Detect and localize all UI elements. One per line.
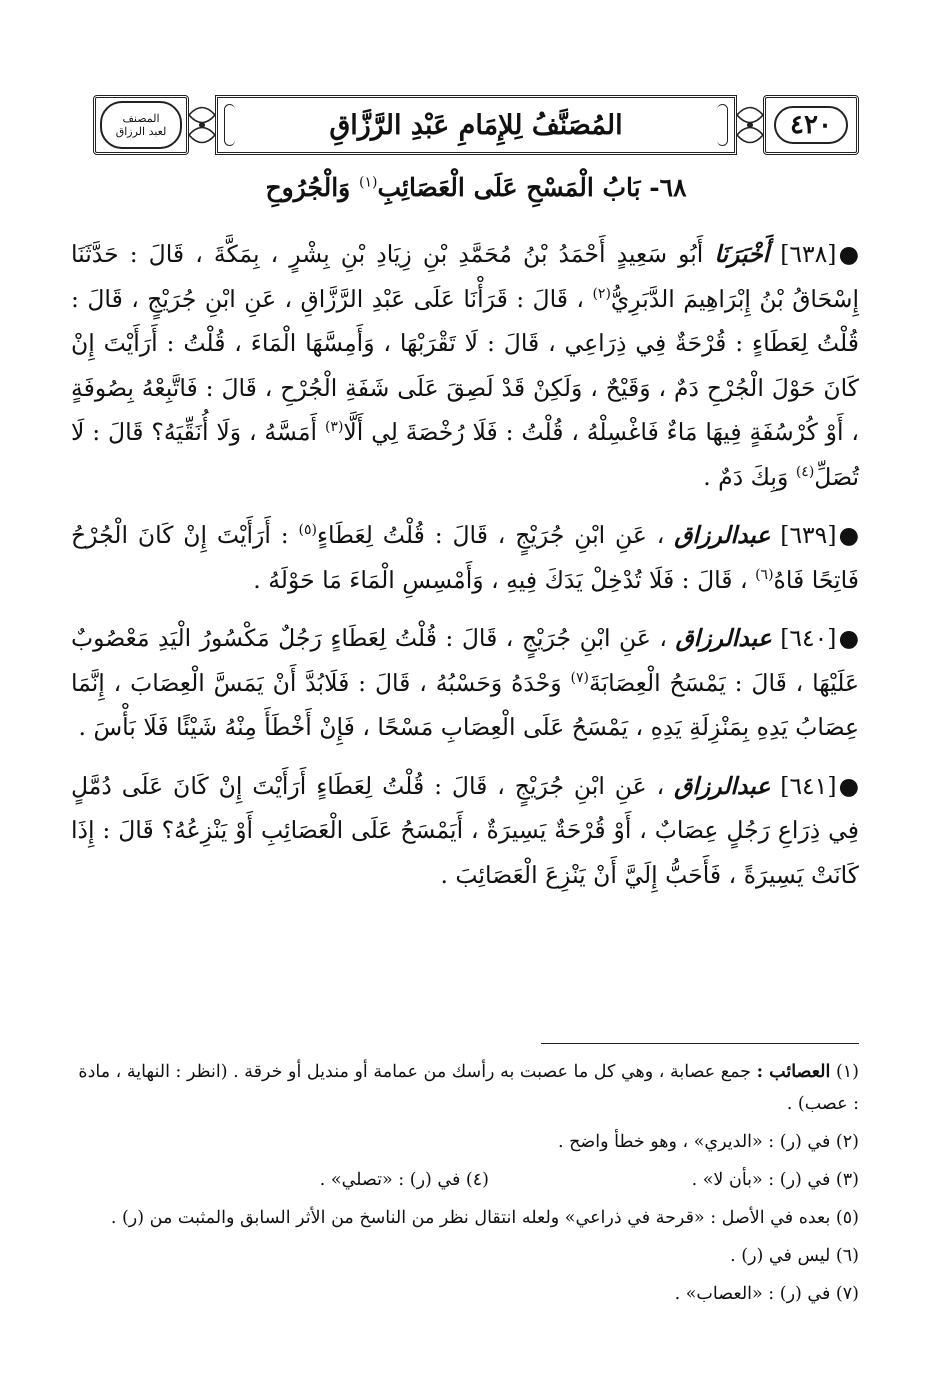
footnote-ref: (٢) (592, 285, 611, 302)
hadith-entry (71, 616, 859, 750)
footnote-ref: (٧) (570, 669, 589, 686)
hadith-text: وَحْدَهُ وَحَسْبُهُ ، قَالَ : فَلَابُدَّ أَنْ يَمَسَّ الْعِصَابَ ، إِنَّمَا عِصَابُ يَدِهِ بِمَنْزِلَةِ يَدِهِ ، يَمْسَحُ عَلَى الْعِصَابِ مَسْحًا ، فَإِنْ أَخْطَأَ مِنْهُ شَيْئًا فَلَا بَأْسَ . (71, 668, 859, 741)
seal-line-1: المصنف (122, 112, 160, 125)
footnote: (٢) في (ر) : «الديري» ، وهو خطأ واضح . (557, 1132, 859, 1152)
footnotes (71, 1056, 859, 1316)
chapter-title-tail: وَالْجُرُوحِ (265, 173, 351, 202)
main-text (71, 232, 859, 911)
hadith-source: عبدالرزاق (675, 624, 772, 652)
hadith-text: أَمَسَّهُ ، وَلَا أُنَقِّيَهُ؟ قَالَ : لَا تُصَلِّ (71, 418, 859, 491)
hadith-entry (71, 232, 859, 499)
page-header (93, 92, 859, 158)
footnote-ref: (٥) (298, 522, 317, 539)
footnote: (٣) في (ر) : «بأن لا» . (691, 1170, 859, 1190)
bullet-icon: ● (838, 240, 859, 268)
hadith-source: عبدالرزاق (674, 771, 771, 800)
header-seal (100, 101, 182, 149)
ornament-knot-icon (737, 95, 763, 155)
hadith-source: عبدالرزاق (674, 521, 771, 549)
chapter-heading (93, 168, 859, 208)
footnote-divider (541, 1043, 859, 1044)
footnote-ref: (١) (358, 174, 378, 191)
footnote: (٥) بعده في الأصل : «قرحة في ذراعي» ولعله انتقال نظر من الناسخ من الأثر السابق والمثبت من (ر) . (110, 1208, 859, 1228)
hadith-text: وَبِكَ دَمٌ . (703, 462, 789, 491)
hadith-entry (71, 513, 859, 602)
seal-line-2: لعبد الرزاق (115, 125, 167, 138)
footnote: (٤) في (ر) : «تصلي» . (319, 1170, 489, 1190)
hadith-text: ، عَنِ ابْنِ جُرَيْجٍ ، قَالَ : قُلْتُ لِعَطَاءٍ (316, 521, 665, 549)
footnote: (٧) في (ر) : «العصاب» . (674, 1284, 859, 1304)
chapter-title: ٦٨- بَابُ الْمَسْحِ عَلَى الْعَصَائِبِ (377, 173, 687, 202)
hadith-entry (71, 764, 859, 898)
bullet-icon: ● (838, 521, 859, 549)
hadith-text: : أَرَأَيْتَ إِنْ كَانَ الْجُرْحُ فَاتِحًا فَاهُ (71, 521, 859, 594)
footnote-text: جمع عصابة ، وهي كل ما عصبت به رأسك من عمامة أو منديل أو خرقة . (انظر : النهاية ، مادة : عصب) . (78, 1062, 859, 1114)
hadith-text: أَبُو سَعِيدٍ أَحْمَدُ بْنُ مُحَمَّدِ بْنِ زِيَادِ بْنِ بِشْرٍ ، بِمَكَّةَ ، قَالَ : حَدَّثَنَا إِسْحَاقُ بْنُ إِبْرَاهِيمَ الدَّبَرِيُّ (71, 240, 859, 313)
hadith-text: ، عَنِ ابْنِ جُرَيْجٍ ، قَالَ : قُلْتُ لِعَطَاءٍ رَجُلٌ مَكْسُورُ الْيَدِ مَعْصُوبٌ عَلَيْهَا ، قَالَ : يَمْسَحُ الْعِصَابَةَ (71, 624, 859, 697)
footnote-term: العصائب : (756, 1062, 831, 1082)
hadith-text: ، قَالَ : فَلَا تُدْخِلْ يَدَكَ فِيهِ ، وَأَمْسِسِ الْمَاءَ مَا حَوْلَهُ . (253, 565, 748, 594)
bullet-icon: ● (838, 771, 859, 800)
hadith-source: أَخْبَرَنَا (714, 240, 770, 268)
header-seal-box (93, 95, 189, 155)
footnote-number: (١) (835, 1062, 859, 1082)
footnote-ref: (٤) (795, 463, 815, 480)
bullet-icon: ● (838, 624, 859, 652)
footnote-row (71, 1164, 859, 1196)
page-title: المُصَنَّفُ لِلإِمَامِ عَبْدِ الرَّزَّاقِ (329, 109, 623, 141)
footnote-ref: (٣) (324, 419, 344, 436)
header-title-frame (215, 95, 737, 155)
ornament-knot-icon (189, 95, 215, 155)
footnote-ref: (٦) (755, 566, 774, 583)
footnote: (٦) ليس في (ر) . (730, 1246, 859, 1266)
footnote (71, 1056, 859, 1120)
page-number-box (763, 95, 859, 155)
hadith-number: [٦٣٨] (780, 240, 837, 268)
hadith-number: [٦٤١] (780, 771, 837, 800)
hadith-text: ، قَالَ : قَرَأْنَا عَلَى عَبْدِ الرَّزَّاقِ ، عَنِ ابْنِ جُرَيْجٍ ، قَالَ : قُلْتُ لِعَطَاءٍ : قُرْحَةٌ فِي ذِرَاعِي ، قَالَ : لَا تَقْرَبْهَا ، وَأَمِسَّهَا الْمَاءَ ، قُلْتُ : أَرَأَيْتَ إِنْ كَانَ حَوْلَ الْجُرْحِ دَمٌ ، وَقَيْحٌ ، وَلَكِنْ قَدْ لَصِقَ عَلَى شَفَةِ الْجُرْحِ ، قَالَ : فَاتَّبِعْهُ بِصُوفَةٍ ، أَوْ كُرْسُفَةٍ فِيهَا مَاءٌ فَاغْسِلْهُ ، قُلْتُ : فَلَا رُخْصَةَ لِي أَلَّا (71, 284, 859, 446)
hadith-text: ، عَنِ ابْنِ جُرَيْجٍ ، قَالَ : قُلْتُ لِعَطَاءٍ أَرَأَيْتَ إِنْ كَانَ عَلَى دُمَّلٍ فِي ذِرَاعِ رَجُلٍ عِصَابٌ ، أَوْ قُرْحَةٌ يَسِيرَةٌ ، أَيَمْسَحُ عَلَى الْعَصَائِبِ أَوْ يَنْزِعُهُ؟ قَالَ : إِذَا كَانَتْ يَسِيرَةً ، فَأَحَبُّ إِلَيَّ أَنْ يَنْزِعَ الْعَصَائِبَ . (71, 771, 859, 889)
hadith-number: [٦٤٠] (780, 624, 837, 652)
page-number: ٤٢٠ (774, 106, 848, 144)
hadith-number: [٦٣٩] (780, 521, 837, 549)
